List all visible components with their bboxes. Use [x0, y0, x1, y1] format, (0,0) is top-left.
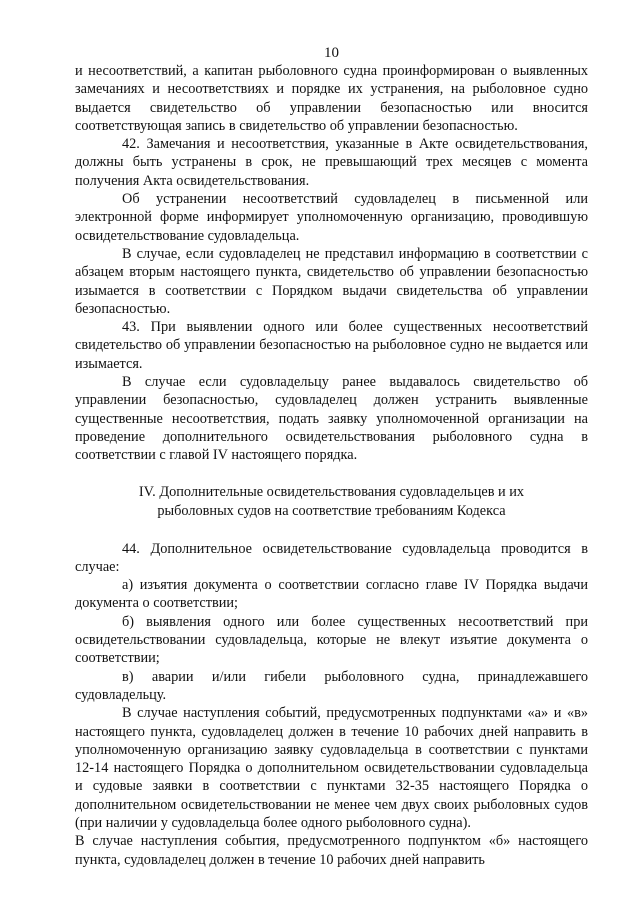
paragraph-43: 43. При выявлении одного или более существенных несоответствий свидетельство об управлении безопасностью на рыболовное судно не выдается или изымается.	[75, 319, 588, 372]
paragraph-42-withdrawal: В случае, если судовладелец не представил информацию в соответствии с абзацем вторым настоящего пункта, свидетельство об управлении безопасностью изымается в соответствии с Порядком выдачи свидетельства об управлении безопасностью.	[75, 245, 588, 317]
paragraph-44: 44. Дополнительное освидетельствование судовладельца проводится в случае:	[75, 540, 588, 575]
paragraph-44-a: а) изъятия документа о соответствии согласно главе IV Порядка выдачи документа о соответствии;	[75, 577, 588, 612]
paragraph-44-v: в) аварии и/или гибели рыболовного судна, принадлежавшего судовладельцу.	[75, 668, 588, 703]
paragraph-42-notification: Об устранении несоответствий судовладелец в письменной или электронной форме информирует уполномоченную организацию, проводившую освидетельствование судовладельца.	[75, 191, 588, 244]
page-number: 10	[324, 45, 339, 61]
section-heading-line-1: IV. Дополнительные освидетельствования судовладельцев и их	[138, 483, 525, 500]
paragraph-43-previous-certificate: В случае если судовладельцу ранее выдавалось свидетельство об управлении безопасностью, судовладелец должен устранить выявленные существенные несоответствия, подать заявку уполномоченной организации на проведение дополнительного освидетельствования рыболовного судна в соответствии с главой IV настоящего порядка.	[75, 374, 588, 464]
paragraph-44-event-b: В случае наступления события, предусмотренного подпунктом «б» настоящего пункта, судовладелец должен в течение 10 рабочих дней направить	[75, 833, 588, 868]
section-heading-iv	[75, 483, 588, 521]
paragraph-42: 42. Замечания и несоответствия, указанные в Акте освидетельствования, должны быть устранены в срок, не превышающий трех месяцев с момента получения Акта освидетельствования.	[75, 136, 588, 189]
paragraph-44-events-a-v: В случае наступления событий, предусмотренных подпунктами «а» и «в» настоящего пункта, судовладелец должен в течение 10 рабочих дней направить в уполномоченную организацию заявку судовладельца в соответствии с пунктами 12-14 настоящего Порядка о дополнительном освидетельствовании судовладельца и судовые заявки в соответствии с пунктами 32-35 настоящего Порядка о дополнительном освидетельствовании не менее чем двух своих рыболовных судов (при наличии у судовладельца более одного рыболовного судна).	[75, 705, 588, 831]
paragraph-intro: и несоответствий, а капитан рыболовного судна проинформирован о выявленных замечаниях и несоответствиях и порядке их устранения, на рыболовное судно выдается свидетельство об управлении безопасностью или вносится соответствующая запись в свидетельство об управлении безопасностью.	[75, 63, 588, 134]
section-heading-line-2: рыболовных судов на соответствие требованиям Кодекса	[157, 502, 506, 519]
paragraph-44-b: б) выявления одного или более существенных несоответствий при освидетельствовании судовладельца, которые не влекут изъятие документа о соответствии;	[75, 613, 588, 667]
